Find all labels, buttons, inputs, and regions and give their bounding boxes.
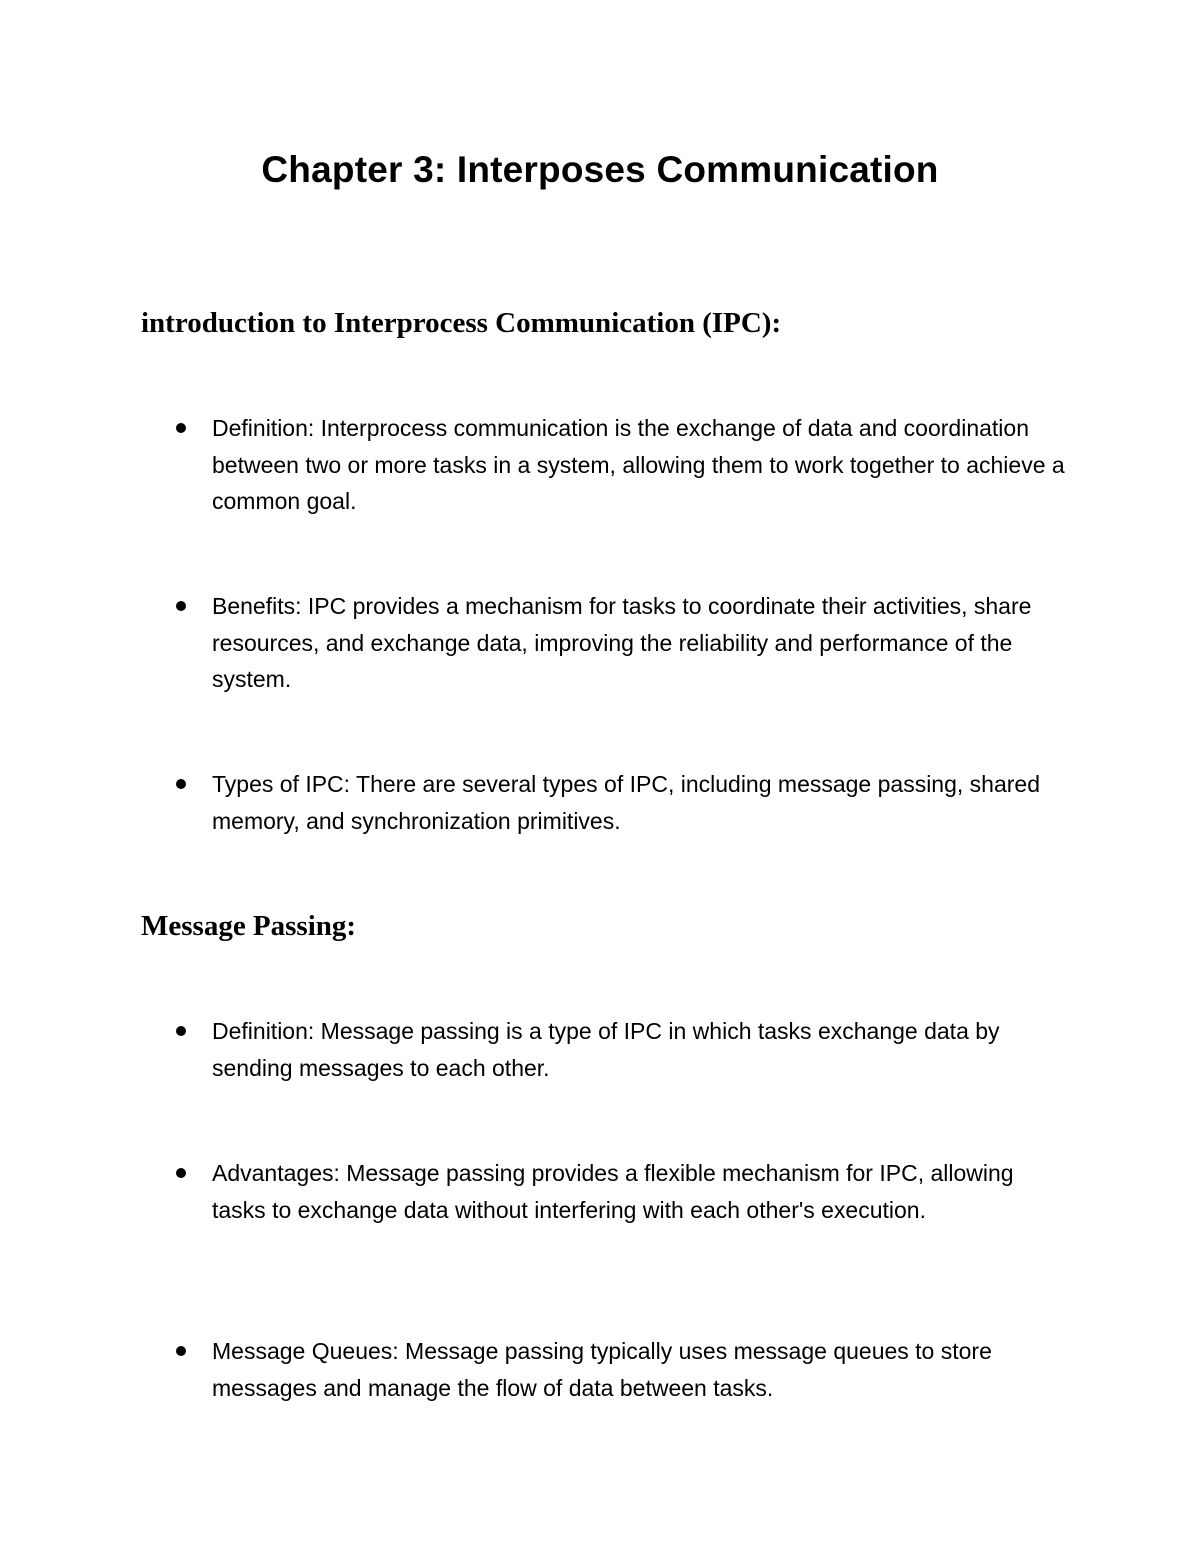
bullet-icon [176,1346,186,1356]
list-item [176,588,1076,698]
section-heading-ipc-intro: introduction to Interprocess Communication (IPC): [141,307,782,339]
bullet-icon [176,1026,186,1036]
list-item-text: Message Queues: Message passing typically uses message queues to store messages and manage the flow of data between tasks. [212,1338,992,1401]
list-item [176,766,1076,839]
list-item [176,410,1076,520]
bullet-icon [176,779,186,789]
list-item-text: Benefits: IPC provides a mechanism for tasks to coordinate their activities, share resources, and exchange data, improving the reliability and performance of the system. [212,593,1032,692]
bullet-icon [176,1168,186,1178]
section-heading-message-passing: Message Passing: [141,910,357,942]
bullet-icon [176,423,186,433]
bullet-icon [176,601,186,611]
list-item-text: Types of IPC: There are several types of IPC, including message passing, shared memory, and synchronization primitives. [212,771,1040,834]
list-item [176,1155,1076,1228]
page-title: Chapter 3: Interposes Communication [261,149,939,190]
list-item-text: Definition: Interprocess communication is the exchange of data and coordination between two or more tasks in a system, allowing them to work together to achieve a common goal. [212,415,1065,514]
list-item [176,1013,1076,1086]
list-item-text: Advantages: Message passing provides a flexible mechanism for IPC, allowing tasks to exchange data without interfering with each other's execution. [212,1160,1014,1223]
list-item [176,1333,1076,1406]
list-item-text: Definition: Message passing is a type of IPC in which tasks exchange data by sending messages to each other. [212,1018,1000,1081]
